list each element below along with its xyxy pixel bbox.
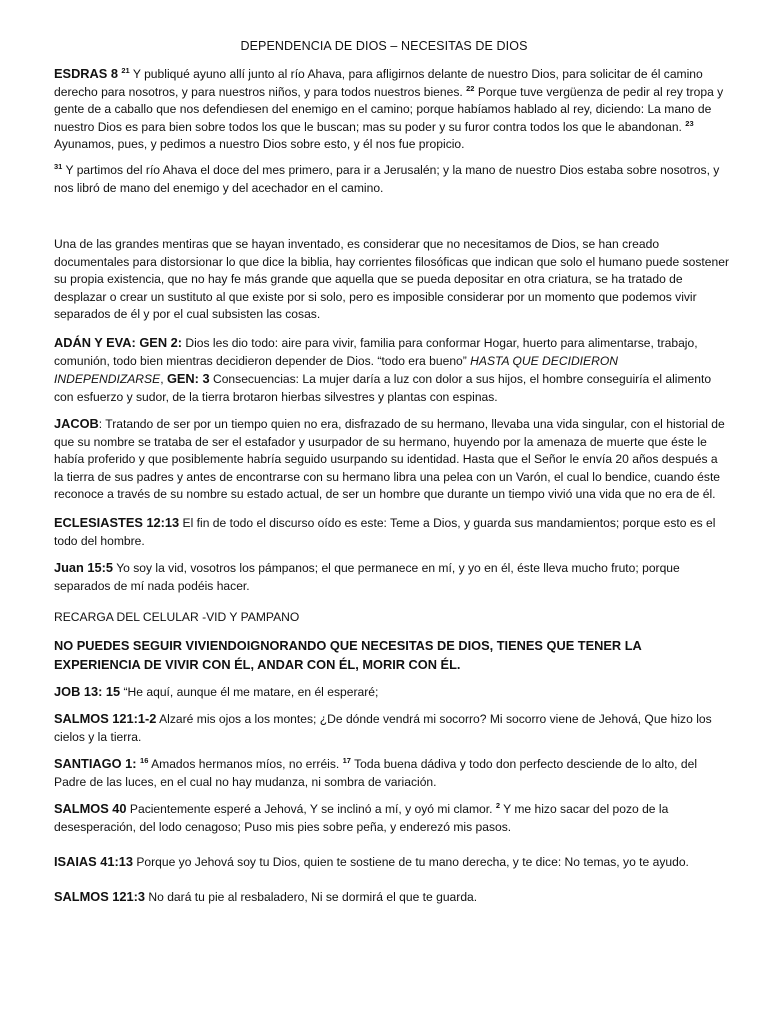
salmos-40-paragraph <box>54 800 730 836</box>
eclesiastes-paragraph <box>54 514 730 550</box>
adan-eva-reference: ADÁN Y EVA: GEN 2: <box>54 335 182 350</box>
esdras-verse-31 <box>54 162 730 197</box>
verse-number: 23 <box>685 118 694 128</box>
esdras-reference: ESDRAS 8 <box>54 66 119 81</box>
verse-text: Y publiqué ayuno allí junto al río Ahava, para afligirnos delante de nuestro Dios, para solicitar de él camino derecho para nosotros, y para nuestros niños, y para todos nuestros bienes. <box>54 67 703 99</box>
intro-paragraph: Una de las grandes mentiras que se hayan inventado, es considerar que no necesitamos de Dios, se han creado documentales para distorsionar lo que dice la biblia, hay corrientes filosóficas que indican que solo el humano puede sostener su propia existencia, que no hay fe más grande que aquella que se pueda depositar en otra criatura, se ha tratado de desplazar o crear un sustituto al que existe por si solo, pero es imposible considerar por un momento que podemos vivir separados de él y por el cual subsisten las cosas. <box>54 237 729 322</box>
jacob-reference: JACOB <box>54 416 99 431</box>
verse-text: Porque tuve vergüenza de pedir al rey tropa y gente de a caballo que nos defendiesen del enemigo en el camino; porque habíamos hablado al rey, diciendo: La mano de nuestro Dios es para bien sobre todos los que le buscan; mas su poder y su furor contra todos los que le abandonan. <box>54 84 724 134</box>
verse-number: 16 <box>140 756 149 765</box>
adan-eva-paragraph <box>54 334 730 406</box>
verse-text: Amados hermanos míos, no erréis. <box>148 757 343 771</box>
job-text: “He aquí, aunque él me matare, en él esperaré; <box>120 685 379 699</box>
adan-eva-text: Dios les dio todo: aire para vivir, familia para conformar Hogar, huerto para alimentarse, trabajo, comunión, todo bien mientras decidieron depender de Dios. “todo era bueno” <box>54 336 698 368</box>
isaias-text: Porque yo Jehová soy tu Dios, quien te sostiene de tu mano derecha, y te dice: No temas, yo te ayudo. <box>132 855 689 869</box>
salmos-121-1-2-paragraph <box>54 710 730 746</box>
verse-text: Ayunamos, pues, y pedimos a nuestro Dios sobre esto, y él nos fue propicio. <box>54 137 465 152</box>
adan-eva-italic: HASTA QUE DECIDIERON INDEPENDIZARSE <box>54 353 618 387</box>
verse-number: 21 <box>121 66 130 75</box>
isaias-paragraph <box>54 853 730 872</box>
isaias-reference: ISAIAS 41:13 <box>54 854 133 869</box>
verse-text: Y partimos del río Ahava el doce del mes primero, para ir a Jerusalén; y la mano de nuestro Dios estaba sobre nosotros, y nos libró de mano del enemigo y del acechador en el camino. <box>54 163 720 195</box>
salmos-121-3-paragraph <box>54 888 730 907</box>
punctuation: , <box>160 372 164 387</box>
verse-number: 2 <box>495 801 500 810</box>
santiago-reference: SANTIAGO 1: <box>54 756 141 771</box>
salmos-121-3-reference: SALMOS 121:3 <box>54 889 146 904</box>
salmos-121-1-2-reference: SALMOS 121:1-2 <box>54 711 157 726</box>
recarga-line: RECARGA DEL CELULAR -VID Y PAMPANO <box>54 610 300 624</box>
gen3-reference: GEN: 3 <box>166 371 210 387</box>
salmos-40-text: Pacientemente esperé a Jehová, Y se inclinó a mí, y oyó mi clamor. <box>126 802 496 816</box>
eclesiastes-reference: ECLESIASTES 12:13 <box>54 515 180 530</box>
jacob-paragraph <box>54 415 730 504</box>
page-title: DEPENDENCIA DE DIOS – NECESITAS DE DIOS <box>240 39 528 53</box>
juan-paragraph <box>54 559 730 595</box>
verse-number: 22 <box>466 83 475 93</box>
esdras-paragraph <box>54 65 730 154</box>
santiago-paragraph <box>54 755 730 791</box>
juan-reference: Juan 15:5 <box>54 560 114 575</box>
verse-number: 31 <box>54 162 63 171</box>
job-paragraph <box>54 683 730 702</box>
gen3-text: Consecuencias: La mujer daría a luz con dolor a sus hijos, el hombre conseguiría el alimento con esfuerzo y sudor, de la tierra brotaron hierbas silvestres y plantas con espinas. <box>54 372 712 404</box>
eclesiastes-text: El fin de todo el discurso oído es este: Teme a Dios, y guarda sus mandamientos; porque esto es el todo del hombre. <box>54 516 716 548</box>
jacob-text: : Tratando de ser por un tiempo quien no era, disfrazado de su hermano, llevaba una vida singular, con el historial de que su nombre se trataba de ser el estafador y usurpador de su hermano, huyendo por la amenaza de muerte que éste le había proferido y que posiblemente habría seguido usurpando su identidad. Hasta que el Señor le envía 20 años después a la tierra de sus padres y antes de encontrarse con su hermano libra una pelea con un Varón, el cual lo bendice, cuando éste reconoce a través de su nombre su estado actual, de ser un hombre que durante un tiempo vivió una vida que no era de él. <box>54 417 725 502</box>
salmos-121-1-2-text: Alzaré mis ojos a los montes; ¿De dónde vendrá mi socorro? Mi socorro viene de Jehová, Que hizo los cielos y la tierra. <box>54 712 712 744</box>
verse-text: Y me hizo sacar del pozo de la desesperación, del lodo cenagoso; Puso mis pies sobre peña, y enderezó mis pasos. <box>54 802 669 834</box>
salmos-40-reference: SALMOS 40 <box>54 801 127 816</box>
no-puedes-heading: NO PUEDES SEGUIR VIVIENDOIGNORANDO QUE NECESITAS DE DIOS, TIENES QUE TENER LA EXPERIENCIA DE VIVIR CON ÉL, ANDAR CON ÉL, MORIR CON ÉL. <box>54 638 642 672</box>
juan-text: Yo soy la vid, vosotros los pámpanos; el que permanece en mí, y yo en él, éste lleva mucho fruto; porque separados de mí nada podéis hacer. <box>54 561 680 593</box>
job-reference: JOB 13: 15 <box>54 684 121 699</box>
verse-text: Toda buena dádiva y todo don perfecto desciende de lo alto, del Padre de las luces, en el cual no hay mudanza, ni sombra de variación. <box>54 757 698 789</box>
verse-number: 17 <box>342 756 351 765</box>
salmos-121-3-text: No dará tu pie al resbaladero, Ni se dormirá el que te guarda. <box>145 890 478 904</box>
